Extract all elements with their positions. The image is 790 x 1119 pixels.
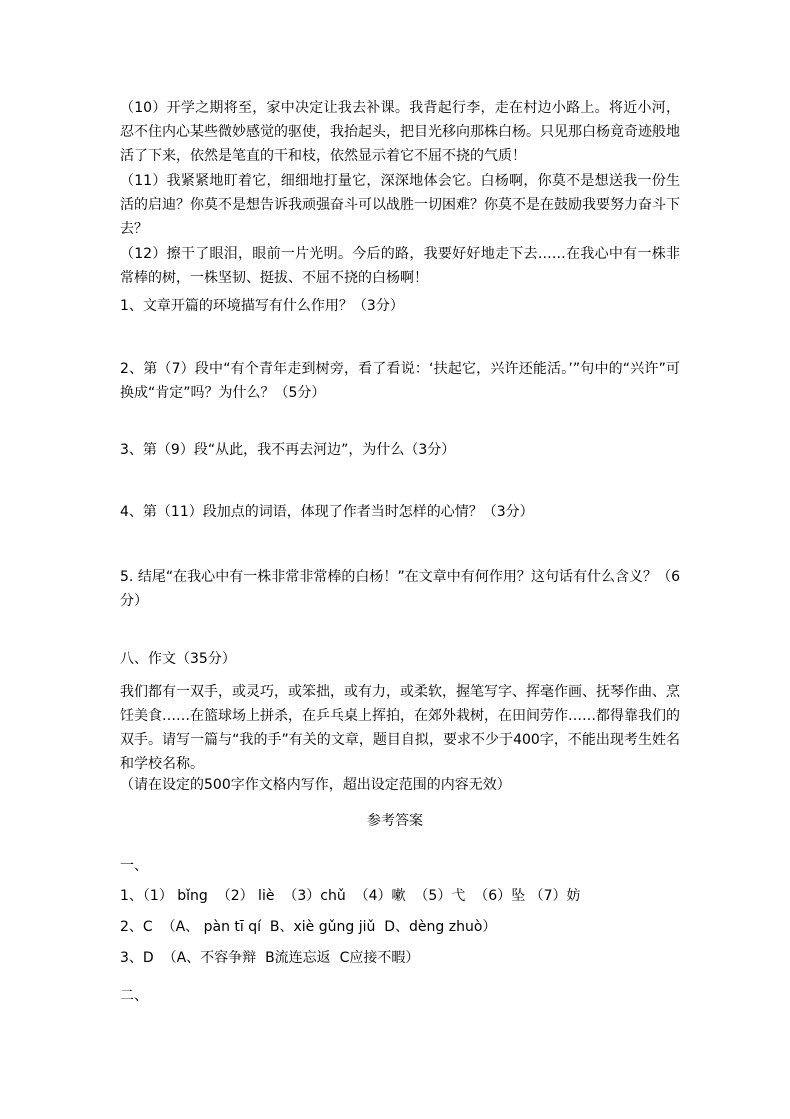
answer-line-1: 1、（1） bǐng （2） liè （3）chǔ （4）嗽 （5）弋 （6）坠 （7）妨 [120,888,581,904]
composition-note: （请在设定的500字作文格内写作，超出设定范围的内容无效） [120,777,511,793]
composition-heading: 八、作文（35分） [120,651,236,667]
answers-section-one: 一、 [120,858,148,874]
answer-line-2: 2、C （A、 pàn tī qí B、xiè gǔng jiǔ D、dèng zhuò） [120,919,497,935]
question-2: 2、第（7）段中“有个青年走到树旁，看了看说：‘扶起它，兴许还能活。’”句中的“兴许”可换成“肯定”吗？为什么？（5分） [120,361,680,401]
paragraph-11: （11）我紧紧地盯着它，细细地打量它，深深地体会它。白杨啊，你莫不是想送我一份生活的启迪？你莫不是想告诉我顽强奋斗可以战胜一切困难？你莫不是在鼓励我要努力奋斗下去？ [120,173,680,237]
paragraph-10: （10）开学之期将至，家中决定让我去补课。我背起行李，走在村边小路上。将近小河，忍不住内心某些微妙感觉的驱使，我抬起头，把目光移向那株白杨。只见那白杨竟奇迹般地活了下来，依然是笔直的干和枝，依然显示着它不屈不挠的气质！ [120,100,680,164]
answers-section-two: 二、 [120,988,148,1004]
answer-line-3: 3、D （A、不容争辩 B流连忘返 C应接不暇） [120,950,420,966]
question-3: 3、第（9）段“从此，我不再去河边”，为什么（3分） [120,442,456,458]
paragraph-12: （12）擦干了眼泪，眼前一片光明。今后的路，我要好好地走下去……在我心中有一株非常棒的树，一株坚韧、挺拔、不屈不挠的白杨啊！ [120,246,680,286]
question-5: 5. 结尾“在我心中有一株非常非常棒的白杨！”在文章中有何作用？这句话有什么含义？（6分） [120,569,680,609]
answers-title: 参考答案 [367,813,423,829]
composition-prompt: 我们都有一双手，或灵巧，或笨拙，或有力，或柔软，握笔写字、挥毫作画、抚琴作曲、烹饪美食……在篮球场上拼杀，在乒乓桌上挥拍，在郊外栽树，在田间劳作……都得靠我们的双手。请写一篇与“我的手”有关的文章，题目自拟，要求不少于400字，不能出现考生姓名和学校名称。 [120,684,680,772]
question-1: 1、文章开篇的环境描写有什么作用？（3分） [120,298,404,314]
question-4: 4、第（11）段加点的词语，体现了作者当时怎样的心情？（3分） [120,504,534,520]
